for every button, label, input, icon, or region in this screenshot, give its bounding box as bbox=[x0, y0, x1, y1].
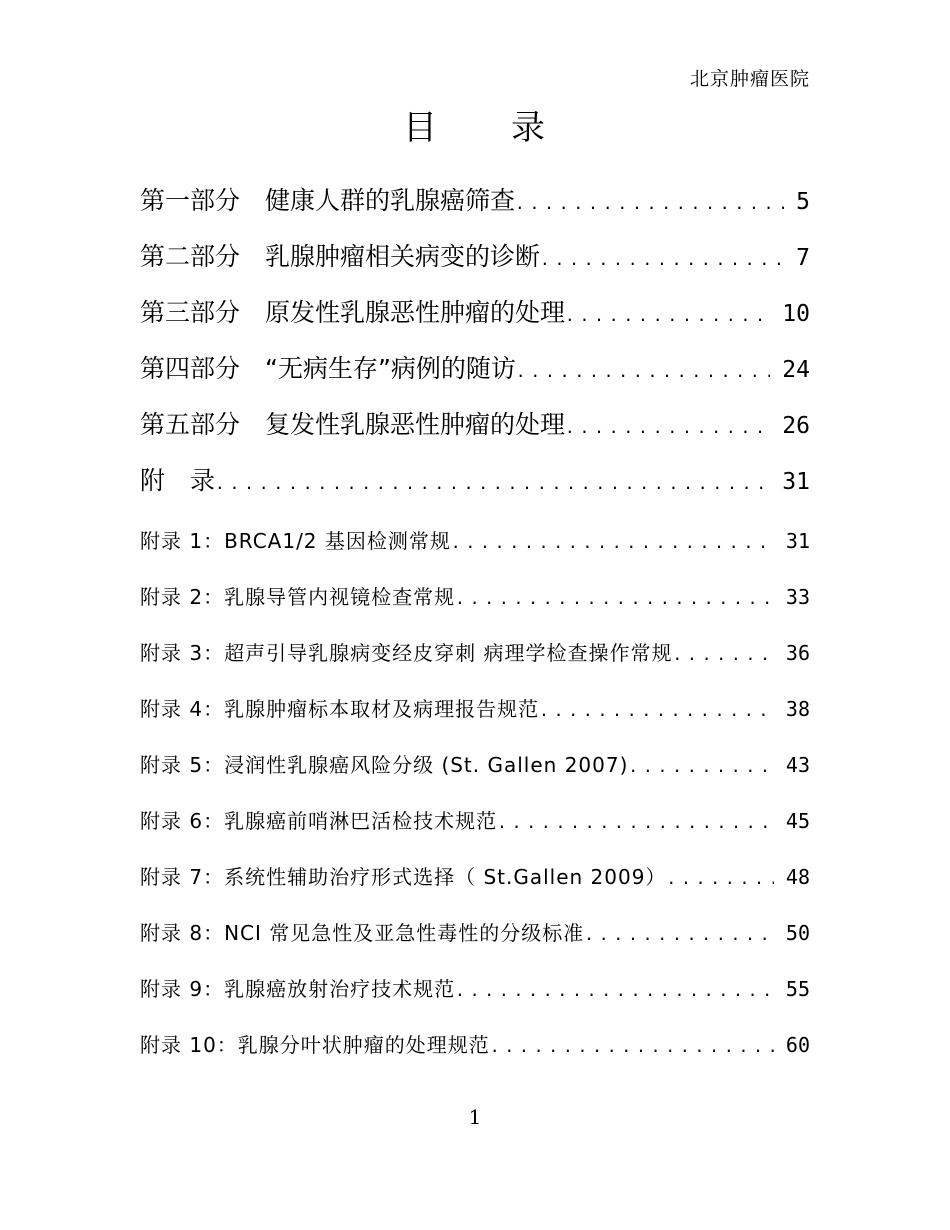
toc-entry-title: 第四部分 “无病生存”病例的随访 bbox=[140, 354, 516, 383]
toc-entry[interactable] bbox=[140, 405, 810, 441]
toc-entry[interactable] bbox=[140, 461, 810, 497]
toc-page-number: 10 bbox=[782, 301, 810, 327]
toc-page-number: 33 bbox=[785, 585, 810, 609]
toc-dot-leader bbox=[539, 701, 774, 720]
toc-dot-leader bbox=[451, 533, 774, 552]
toc-entry-title: 附录 3：超声引导乳腺病变经皮穿刺 病理学检查操作常规 bbox=[140, 641, 673, 665]
toc-page-number: 43 bbox=[785, 753, 810, 777]
toc-dot-leader bbox=[540, 250, 784, 269]
toc-entry[interactable] bbox=[140, 237, 810, 273]
toc-entry[interactable] bbox=[140, 181, 810, 217]
toc-dot-leader bbox=[672, 645, 773, 664]
toc-entry-title: 附录 1：BRCA1/2 基因检测常规 bbox=[140, 529, 451, 553]
toc-dot-leader bbox=[455, 981, 774, 1000]
toc-entry[interactable] bbox=[140, 349, 810, 385]
toc-entry-title: 第五部分 复发性乳腺恶性肿瘤的处理 bbox=[140, 410, 566, 439]
toc-entry-title: 附 录 bbox=[140, 466, 216, 495]
page-number: 1 bbox=[468, 1105, 482, 1129]
toc-entry-title: 附录 7：系统性辅助治疗形式选择（ St.Gallen 2009） bbox=[140, 865, 667, 889]
toc-entry[interactable] bbox=[140, 525, 810, 554]
toc-entry-title: 第三部分 原发性乳腺恶性肿瘤的处理 bbox=[140, 298, 566, 327]
toc-entry[interactable] bbox=[140, 973, 810, 1002]
toc-entry-title: 附录 10：乳腺分叶状肿瘤的处理规范 bbox=[140, 1033, 490, 1057]
toc-page-number: 36 bbox=[785, 641, 810, 665]
toc-entry[interactable] bbox=[140, 637, 810, 666]
toc-entry[interactable] bbox=[140, 805, 810, 834]
toc-entry-title: 附录 6：乳腺癌前哨淋巴活检技术规范 bbox=[140, 809, 498, 833]
toc-dot-leader bbox=[565, 306, 770, 325]
toc-entry[interactable] bbox=[140, 917, 810, 946]
toc-entry-title: 第一部分 健康人群的乳腺癌筛查 bbox=[140, 186, 516, 215]
toc-page-number: 60 bbox=[785, 1033, 810, 1057]
toc-page-number: 5 bbox=[796, 189, 810, 215]
toc-page-number: 38 bbox=[785, 697, 810, 721]
toc-entry-title: 附录 2：乳腺导管内视镜检查常规 bbox=[140, 585, 456, 609]
toc-entry[interactable] bbox=[140, 1029, 810, 1058]
toc-entry-title: 附录 9：乳腺癌放射治疗技术规范 bbox=[140, 977, 456, 1001]
toc-page-number: 26 bbox=[782, 413, 810, 439]
toc-entry[interactable] bbox=[140, 693, 810, 722]
toc-dot-leader bbox=[584, 925, 774, 944]
toc-entry[interactable] bbox=[140, 293, 810, 329]
toc-page-number: 31 bbox=[785, 529, 810, 553]
toc-entry-title: 附录 5：浸润性乳腺癌风险分级 (St. Gallen 2007) bbox=[140, 753, 629, 777]
toc-entry[interactable] bbox=[140, 861, 810, 890]
toc-dot-leader bbox=[497, 813, 774, 832]
toc-page-number: 48 bbox=[785, 865, 810, 889]
toc-entry[interactable] bbox=[140, 749, 810, 778]
toc-dot-leader bbox=[666, 869, 773, 888]
toc-dot-leader bbox=[515, 194, 784, 213]
toc-page-number: 50 bbox=[785, 921, 810, 945]
toc-dot-leader bbox=[215, 474, 770, 493]
toc-dot-leader bbox=[490, 1037, 774, 1056]
hospital-name: 北京肿瘤医院 bbox=[689, 68, 810, 90]
toc-entry[interactable] bbox=[140, 581, 810, 610]
toc-page-number: 24 bbox=[782, 357, 810, 383]
toc-page-number: 7 bbox=[796, 245, 810, 271]
toc-page-number: 45 bbox=[785, 809, 810, 833]
toc-entry-title: 附录 4：乳腺肿瘤标本取材及病理报告规范 bbox=[140, 697, 540, 721]
toc-entry-title: 第二部分 乳腺肿瘤相关病变的诊断 bbox=[140, 242, 541, 271]
toc-page-number: 31 bbox=[782, 469, 810, 495]
toc-dot-leader bbox=[516, 362, 770, 381]
toc-entry-title: 附录 8：NCI 常见急性及亚急性毒性的分级标准 bbox=[140, 921, 585, 945]
page-title: 目 录 bbox=[403, 108, 547, 148]
toc-page-number: 55 bbox=[785, 977, 810, 1001]
toc-dot-leader bbox=[628, 757, 774, 776]
toc-dot-leader bbox=[565, 418, 770, 437]
toc-dot-leader bbox=[455, 589, 774, 608]
